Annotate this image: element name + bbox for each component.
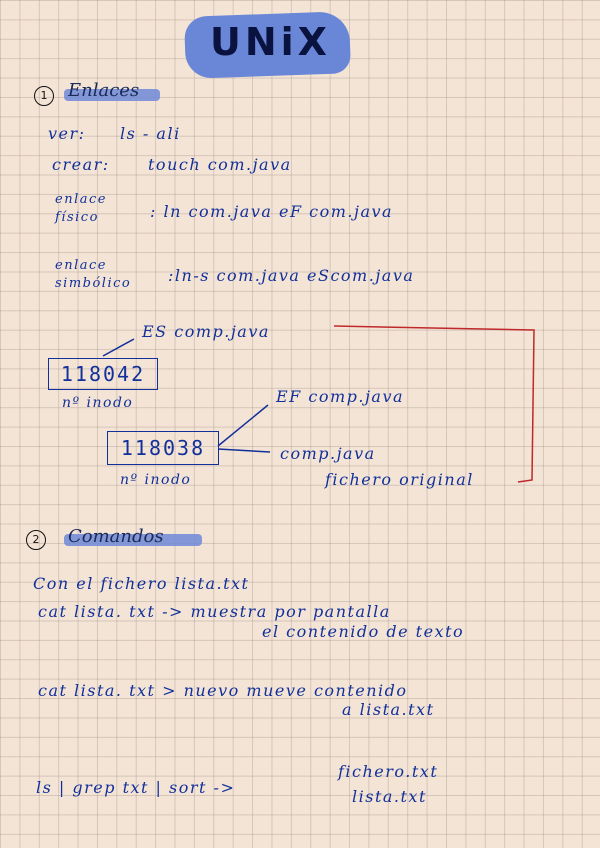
comandos-line-2: cat lista. txt -> muestra por pantalla [38, 602, 391, 621]
comandos-line-3: el contenido de texto [262, 622, 465, 641]
crear-command: touch com.java [148, 155, 292, 174]
inode-1-caption: nº inodo [62, 395, 134, 411]
section-2-heading: Comandos [68, 526, 164, 547]
comandos-line-8: lista.txt [352, 787, 427, 806]
enlace-fisico-label-line1: enlace [55, 192, 107, 207]
page-title: UNiX [210, 20, 331, 64]
comandos-line-4: cat lista. txt > nuevo mueve contenido [38, 681, 408, 700]
section-2-number: 2 [26, 530, 46, 550]
symlink-red-arrow [334, 326, 534, 482]
enlace-simbolico-command: :ln-s com.java eScom.java [168, 266, 415, 285]
inode-box-2: 118038 [107, 431, 219, 465]
enlace-simbolico-label-line2: simbólico [55, 276, 132, 291]
comandos-line-6: ls | grep txt | sort -> [36, 778, 236, 797]
original-file-label: comp.java [280, 444, 376, 463]
comandos-line-5: a lista.txt [342, 700, 435, 719]
comandos-line-7: fichero.txt [338, 762, 439, 781]
inode-2-caption: nº inodo [120, 472, 192, 488]
ver-label: ver: [48, 124, 86, 143]
es-connector-line [103, 339, 134, 356]
original-connector-line [218, 449, 270, 452]
comandos-line-1: Con el fichero lista.txt [33, 574, 250, 593]
original-file-caption: fichero original [325, 470, 474, 489]
inode-box-1: 118042 [48, 358, 158, 390]
enlace-fisico-label-line2: físico [55, 210, 99, 225]
es-label: ES comp.java [142, 322, 270, 341]
ver-command: ls - ali [120, 124, 181, 143]
section-1-heading: Enlaces [68, 80, 140, 101]
ef-connector-line [218, 405, 268, 446]
enlace-fisico-command: : ln com.java eF com.java [150, 202, 394, 221]
ef-label: EF comp.java [276, 387, 405, 406]
section-1-number: 1 [34, 86, 54, 106]
enlace-simbolico-label-line1: enlace [55, 258, 107, 273]
crear-label: crear: [52, 155, 110, 174]
